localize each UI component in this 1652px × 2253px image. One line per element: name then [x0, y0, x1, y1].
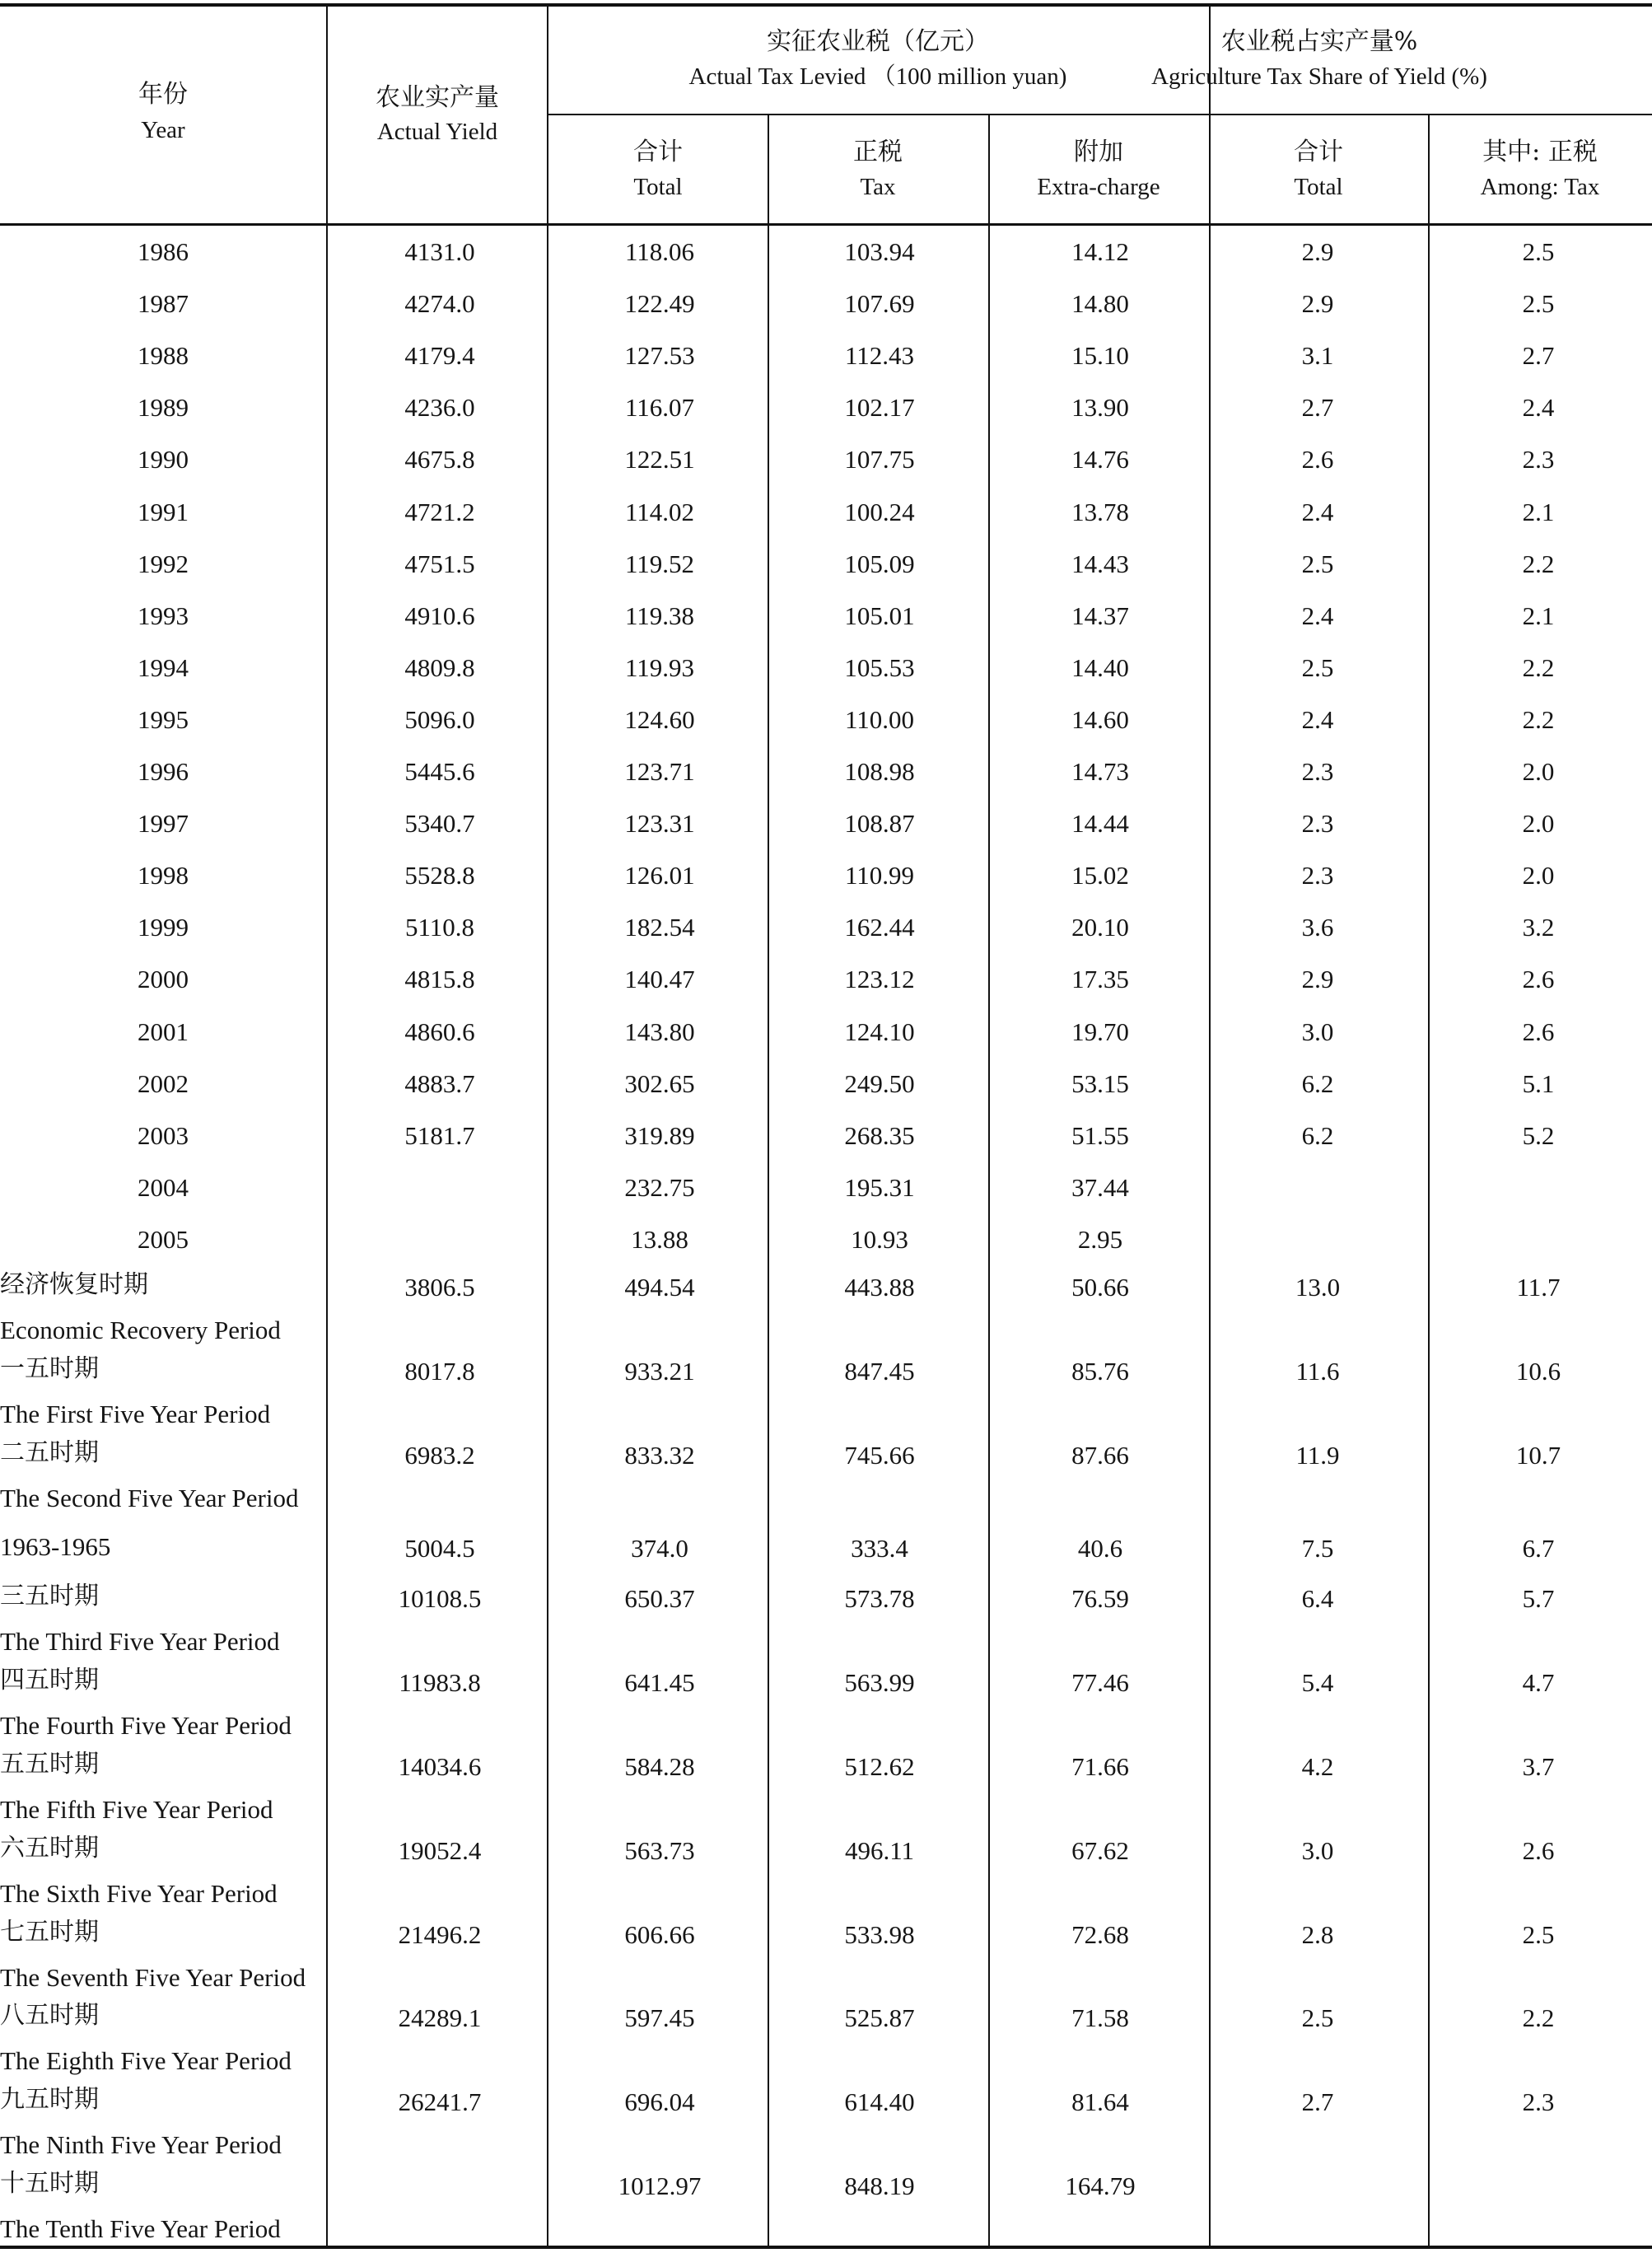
- header-year-en: Year: [141, 117, 185, 143]
- cell-total: 232.75: [624, 1173, 695, 1202]
- row-year: 1986: [138, 237, 189, 266]
- cell-extra: 14.60: [1071, 705, 1129, 734]
- row-year: 2001: [138, 1017, 189, 1046]
- cell-extra: 50.66: [1071, 1273, 1129, 1302]
- cell-share-total: 2.4: [1301, 601, 1334, 630]
- col-divider-1: [326, 5, 328, 2247]
- row-period-label-en: The Tenth Five Year Period: [0, 2214, 281, 2243]
- cell-tax: 848.19: [844, 2171, 915, 2200]
- cell-extra: 14.44: [1071, 809, 1129, 838]
- cell-total: 1012.97: [618, 2171, 702, 2200]
- cell-share-total: 2.3: [1301, 809, 1334, 838]
- cell-yield: 26241.7: [398, 2087, 482, 2116]
- cell-extra: 20.10: [1071, 913, 1129, 942]
- row-year: 1997: [138, 809, 189, 838]
- cell-tax: 268.35: [844, 1121, 915, 1150]
- cell-share-total: 2.4: [1301, 498, 1334, 526]
- cell-share-tax: 2.7: [1522, 341, 1555, 370]
- cell-share-tax: 2.3: [1522, 445, 1555, 474]
- header-total-zh: 合计: [633, 138, 683, 166]
- cell-yield: 4179.4: [404, 341, 475, 370]
- row-year: 2000: [138, 965, 189, 993]
- cell-tax: 573.78: [844, 1584, 915, 1613]
- cell-total: 13.88: [631, 1225, 688, 1254]
- cell-share-tax: 2.6: [1522, 1017, 1555, 1046]
- cell-tax: 525.87: [844, 2003, 915, 2032]
- cell-tax: 614.40: [844, 2087, 915, 2116]
- cell-total: 933.21: [624, 1357, 695, 1386]
- cell-yield: 5340.7: [404, 809, 475, 838]
- cell-tax: 112.43: [844, 341, 915, 370]
- cell-extra: 71.58: [1071, 2003, 1129, 2032]
- row-year: 2003: [138, 1121, 189, 1150]
- cell-yield: 10108.5: [398, 1584, 482, 1613]
- cell-share-tax: 5.2: [1522, 1121, 1555, 1150]
- row-period-label-zh: 九五时期: [0, 2085, 99, 2114]
- cell-tax: 124.10: [844, 1017, 915, 1046]
- cell-tax: 162.44: [844, 913, 915, 942]
- cell-total: 124.60: [624, 705, 695, 734]
- cell-yield: 6983.2: [404, 1441, 475, 1470]
- cell-tax: 745.66: [844, 1441, 915, 1470]
- cell-share-total: 2.7: [1301, 2087, 1334, 2116]
- cell-share-tax: 11.7: [1516, 1273, 1561, 1302]
- cell-share-tax: 2.5: [1522, 289, 1555, 318]
- cell-tax: 10.93: [851, 1225, 908, 1254]
- row-year: 2002: [138, 1069, 189, 1098]
- row-period-label-en: The Sixth Five Year Period: [0, 1879, 278, 1908]
- cell-total: 114.02: [624, 498, 695, 526]
- cell-extra: 19.70: [1071, 1017, 1129, 1046]
- cell-total: 374.0: [631, 1534, 688, 1563]
- header-share-tax-zh: 其中: 正税: [1482, 138, 1598, 166]
- cell-extra: 71.66: [1071, 1752, 1129, 1781]
- cell-share-total: 2.4: [1301, 705, 1334, 734]
- cell-yield: 4675.8: [404, 445, 475, 474]
- cell-extra: 15.02: [1071, 861, 1129, 890]
- cell-total: 122.49: [624, 289, 695, 318]
- col-divider-4: [988, 115, 990, 2247]
- cell-yield: 5110.8: [404, 913, 475, 942]
- cell-share-total: 3.6: [1301, 913, 1334, 942]
- cell-share-tax: 2.6: [1522, 965, 1555, 993]
- cell-share-total: 2.9: [1301, 965, 1334, 993]
- cell-yield: 4809.8: [404, 653, 475, 682]
- row-period-label-zh: 三五时期: [0, 1582, 99, 1610]
- cell-extra: 14.80: [1071, 289, 1129, 318]
- cell-share-tax: 2.5: [1522, 1920, 1555, 1949]
- cell-yield: 4751.5: [404, 549, 475, 578]
- row-period-label-en: The Fourth Five Year Period: [0, 1711, 292, 1740]
- cell-total: 302.65: [624, 1069, 695, 1098]
- cell-total: 319.89: [624, 1121, 695, 1150]
- cell-total: 119.38: [624, 601, 695, 630]
- cell-extra: 76.59: [1071, 1584, 1129, 1613]
- row-period-label-zh: 八五时期: [0, 2001, 99, 2030]
- cell-share-tax: 2.2: [1522, 2003, 1555, 2032]
- cell-share-tax: 2.6: [1522, 1836, 1555, 1865]
- cell-extra: 14.12: [1071, 237, 1129, 266]
- row-period-label-zh: 十五时期: [0, 2169, 99, 2198]
- header-share-total-en: Total: [1294, 174, 1343, 200]
- row-year: 1990: [138, 445, 189, 474]
- row-year: 1994: [138, 653, 189, 682]
- cell-extra: 72.68: [1071, 1920, 1129, 1949]
- cell-yield: 5181.7: [404, 1121, 475, 1150]
- row-year: 1988: [138, 341, 189, 370]
- row-year: 1989: [138, 393, 189, 422]
- cell-extra: 14.37: [1071, 601, 1129, 630]
- cell-share-tax: 2.5: [1522, 237, 1555, 266]
- col-divider-3: [768, 115, 769, 2247]
- cell-yield: 24289.1: [398, 2003, 482, 2032]
- cell-share-tax: 2.2: [1522, 549, 1555, 578]
- cell-share-total: 2.5: [1301, 549, 1334, 578]
- cell-share-total: 2.5: [1301, 653, 1334, 682]
- cell-extra: 14.40: [1071, 653, 1129, 682]
- cell-tax: 533.98: [844, 1920, 915, 1949]
- cell-tax: 108.87: [844, 809, 915, 838]
- cell-extra: 37.44: [1071, 1173, 1129, 1202]
- col-divider-5: [1209, 5, 1211, 2247]
- cell-total: 833.32: [624, 1441, 695, 1470]
- header-tax-group-zh: 实征农业税（亿元）: [767, 27, 989, 56]
- cell-share-tax: 2.4: [1522, 393, 1555, 422]
- cell-share-total: 2.8: [1301, 1920, 1334, 1949]
- cell-total: 122.51: [624, 445, 695, 474]
- cell-share-total: 11.9: [1295, 1441, 1340, 1470]
- cell-share-tax: 10.7: [1515, 1441, 1561, 1470]
- cell-yield: 5096.0: [404, 705, 475, 734]
- cell-extra: 77.46: [1071, 1668, 1129, 1697]
- cell-total: 650.37: [624, 1584, 695, 1613]
- cell-share-total: 3.1: [1301, 341, 1334, 370]
- cell-yield: 19052.4: [398, 1836, 482, 1865]
- cell-total: 584.28: [624, 1752, 695, 1781]
- col-divider-2: [547, 5, 548, 2247]
- header-share-total-zh: 合计: [1294, 138, 1343, 166]
- row-period-label-zh: 四五时期: [0, 1666, 99, 1694]
- row-period-label-zh: 经济恢复时期: [0, 1270, 148, 1299]
- cell-tax: 107.75: [844, 445, 915, 474]
- top-rule: [0, 3, 1652, 7]
- cell-extra: 13.78: [1071, 498, 1129, 526]
- cell-yield: 4274.0: [404, 289, 475, 318]
- cell-total: 143.80: [624, 1017, 695, 1046]
- cell-yield: 4236.0: [404, 393, 475, 422]
- cell-share-tax: 2.2: [1522, 653, 1555, 682]
- row-period-label-en: The Eighth Five Year Period: [0, 2046, 292, 2075]
- row-year: 1992: [138, 549, 189, 578]
- cell-total: 119.52: [624, 549, 695, 578]
- cell-total: 641.45: [624, 1668, 695, 1697]
- cell-share-total: 11.6: [1295, 1357, 1340, 1386]
- cell-tax: 105.01: [844, 601, 915, 630]
- row-period-label-en: The Ninth Five Year Period: [0, 2130, 282, 2159]
- cell-tax: 333.4: [851, 1534, 908, 1563]
- cell-tax: 563.99: [844, 1668, 915, 1697]
- cell-share-tax: 10.6: [1515, 1357, 1561, 1386]
- row-period-label-zh: 一五时期: [0, 1354, 99, 1383]
- cell-share-total: 6.4: [1301, 1584, 1334, 1613]
- row-year: 1991: [138, 498, 189, 526]
- cell-total: 127.53: [624, 341, 695, 370]
- cell-yield: 11983.8: [399, 1668, 481, 1697]
- cell-extra: 2.95: [1077, 1225, 1123, 1254]
- row-year: 1987: [138, 289, 189, 318]
- cell-share-total: 2.9: [1301, 237, 1334, 266]
- cell-share-tax: 5.7: [1522, 1584, 1555, 1613]
- header-tax-en: Tax: [860, 174, 896, 200]
- cell-share-tax: 5.1: [1522, 1069, 1555, 1098]
- header-extra-zh: 附加: [1074, 138, 1123, 166]
- cell-yield: 5004.5: [404, 1534, 475, 1563]
- cell-extra: 164.79: [1065, 2171, 1136, 2200]
- cell-total: 140.47: [624, 965, 695, 993]
- cell-share-total: 3.0: [1301, 1836, 1334, 1865]
- cell-tax: 110.99: [844, 861, 915, 890]
- row-year: 1999: [138, 913, 189, 942]
- cell-yield: 14034.6: [398, 1752, 482, 1781]
- cell-share-total: 3.0: [1301, 1017, 1334, 1046]
- cell-yield: 5528.8: [404, 861, 475, 890]
- row-period-label-zh: 五五时期: [0, 1750, 99, 1779]
- cell-total: 182.54: [624, 913, 695, 942]
- header-total-en: Total: [633, 174, 683, 200]
- header-tax-group-en: Actual Tax Levied （100 million yuan): [688, 63, 1067, 90]
- cell-share-tax: 2.3: [1522, 2087, 1555, 2116]
- cell-share-total: 2.9: [1301, 289, 1334, 318]
- row-period-label-zh: 二五时期: [0, 1438, 99, 1467]
- cell-extra: 87.66: [1071, 1441, 1129, 1470]
- cell-tax: 512.62: [844, 1752, 915, 1781]
- row-period-label-en: The Second Five Year Period: [0, 1484, 299, 1512]
- cell-share-total: 2.7: [1301, 393, 1334, 422]
- cell-total: 119.93: [624, 653, 695, 682]
- row-year: 2004: [138, 1173, 189, 1202]
- row-year: 2005: [138, 1225, 189, 1254]
- row-period-label-en: The Seventh Five Year Period: [0, 1963, 306, 1992]
- cell-extra: 85.76: [1071, 1357, 1129, 1386]
- cell-yield: 4883.7: [404, 1069, 475, 1098]
- cell-share-tax: 2.1: [1522, 498, 1555, 526]
- cell-share-tax: 6.7: [1522, 1534, 1555, 1563]
- header-yield-zh: 农业实产量: [376, 83, 499, 112]
- cell-yield: 4860.6: [404, 1017, 475, 1046]
- cell-extra: 40.6: [1077, 1534, 1123, 1563]
- cell-yield: 8017.8: [404, 1357, 475, 1386]
- cell-tax: 123.12: [844, 965, 915, 993]
- row-period-label-zh: 六五时期: [0, 1834, 99, 1863]
- cell-total: 696.04: [624, 2087, 695, 2116]
- cell-yield: 3806.5: [404, 1273, 475, 1302]
- cell-share-total: 6.2: [1301, 1069, 1334, 1098]
- cell-yield: 4815.8: [404, 965, 475, 993]
- cell-share-total: 7.5: [1301, 1534, 1334, 1563]
- cell-total: 123.31: [624, 809, 695, 838]
- cell-extra: 81.64: [1071, 2087, 1129, 2116]
- header-year-zh: 年份: [138, 80, 188, 109]
- cell-share-total: 5.4: [1301, 1668, 1334, 1697]
- cell-tax: 110.00: [844, 705, 915, 734]
- cell-tax: 496.11: [844, 1836, 915, 1865]
- cell-extra: 14.76: [1071, 445, 1129, 474]
- cell-yield: 4910.6: [404, 601, 475, 630]
- cell-extra: 13.90: [1071, 393, 1129, 422]
- cell-share-tax: 3.2: [1522, 913, 1555, 942]
- header-share-group-en: Agriculture Tax Share of Yield (%): [1151, 63, 1487, 90]
- row-year: 1995: [138, 705, 189, 734]
- cell-tax: 102.17: [844, 393, 915, 422]
- cell-tax: 443.88: [844, 1273, 915, 1302]
- cell-extra: 14.43: [1071, 549, 1129, 578]
- header-yield-en: Actual Yield: [376, 119, 498, 145]
- cell-extra: 67.62: [1071, 1836, 1129, 1865]
- cell-yield: 5445.6: [404, 757, 475, 786]
- cell-extra: 14.73: [1071, 757, 1129, 786]
- row-period-label-zh: 七五时期: [0, 1918, 99, 1947]
- cell-tax: 847.45: [844, 1357, 915, 1386]
- cell-tax: 107.69: [844, 289, 915, 318]
- cell-share-tax: 2.0: [1522, 757, 1555, 786]
- cell-tax: 105.09: [844, 549, 915, 578]
- cell-tax: 195.31: [844, 1173, 915, 1202]
- header-bottom-rule: [0, 223, 1652, 226]
- cell-share-total: 2.3: [1301, 861, 1334, 890]
- cell-share-tax: 2.1: [1522, 601, 1555, 630]
- cell-tax: 105.53: [844, 653, 915, 682]
- row-year: 1993: [138, 601, 189, 630]
- cell-tax: 249.50: [844, 1069, 915, 1098]
- cell-extra: 17.35: [1071, 965, 1129, 993]
- cell-total: 116.07: [624, 393, 695, 422]
- cell-share-tax: 2.0: [1522, 861, 1555, 890]
- row-period-label-en: The First Five Year Period: [0, 1400, 271, 1428]
- cell-share-total: 2.5: [1301, 2003, 1334, 2032]
- cell-share-total: 4.2: [1301, 1752, 1334, 1781]
- cell-tax: 103.94: [844, 237, 915, 266]
- row-period-label-zh: 1963-1965: [0, 1532, 111, 1561]
- cell-total: 118.06: [624, 237, 695, 266]
- row-year: 1996: [138, 757, 189, 786]
- cell-total: 123.71: [624, 757, 695, 786]
- cell-share-tax: 4.7: [1522, 1668, 1555, 1697]
- row-year: 1998: [138, 861, 189, 890]
- cell-share-tax: 3.7: [1522, 1752, 1555, 1781]
- cell-extra: 15.10: [1071, 341, 1129, 370]
- col-divider-6: [1428, 115, 1430, 2247]
- cell-yield: 21496.2: [398, 1920, 482, 1949]
- subheader-rule: [547, 114, 1652, 115]
- row-period-label-en: The Fifth Five Year Period: [0, 1795, 273, 1824]
- cell-share-total: 13.0: [1295, 1273, 1341, 1302]
- header-tax-zh: 正税: [853, 138, 903, 166]
- cell-share-total: 2.6: [1301, 445, 1334, 474]
- cell-yield: 4131.0: [404, 237, 475, 266]
- bottom-rule: [0, 2246, 1652, 2249]
- cell-total: 606.66: [624, 1920, 695, 1949]
- cell-total: 597.45: [624, 2003, 695, 2032]
- row-period-label-en: Economic Recovery Period: [0, 1316, 281, 1344]
- header-extra-en: Extra-charge: [1037, 174, 1160, 200]
- header-share-tax-en: Among: Tax: [1480, 174, 1600, 200]
- cell-extra: 53.15: [1071, 1069, 1129, 1098]
- cell-share-total: 6.2: [1301, 1121, 1334, 1150]
- row-period-label-en: The Third Five Year Period: [0, 1627, 280, 1656]
- cell-share-tax: 2.0: [1522, 809, 1555, 838]
- cell-extra: 51.55: [1071, 1121, 1129, 1150]
- header-share-group-zh: 农业税占实产量%: [1220, 27, 1418, 56]
- cell-share-total: 2.3: [1301, 757, 1334, 786]
- cell-tax: 100.24: [844, 498, 915, 526]
- cell-share-tax: 2.2: [1522, 705, 1555, 734]
- cell-total: 126.01: [624, 861, 695, 890]
- cell-yield: 4721.2: [404, 498, 475, 526]
- cell-total: 563.73: [624, 1836, 695, 1865]
- cell-total: 494.54: [624, 1273, 695, 1302]
- cell-tax: 108.98: [844, 757, 915, 786]
